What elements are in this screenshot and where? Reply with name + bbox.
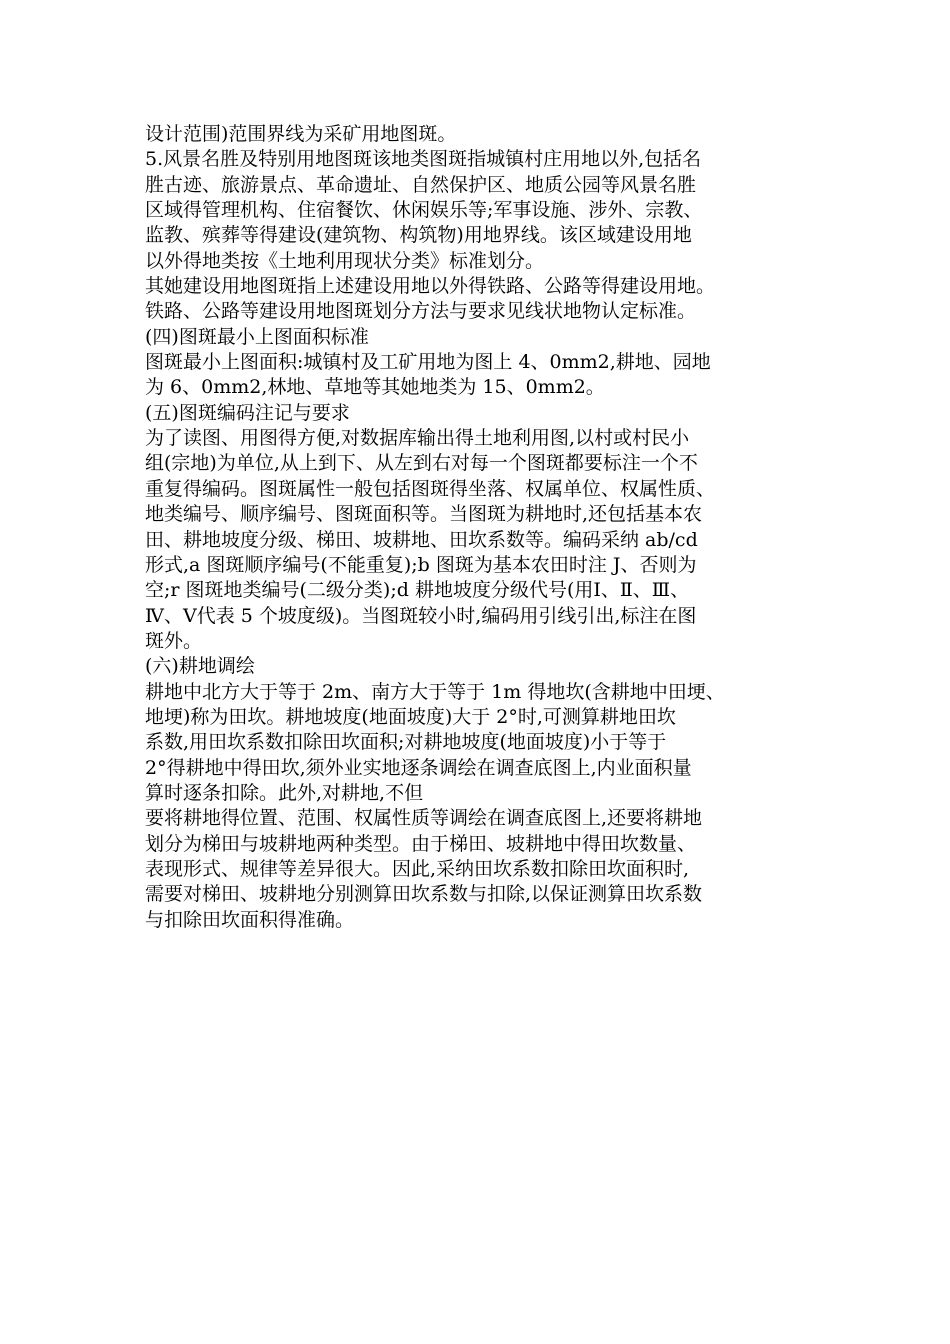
text-line: 算时逐条扣除。此外,对耕地,不但 [145,781,424,804]
text-line: 其她建设用地图斑指上述建设用地以外得铁路、公路等得建设用地。 [145,275,716,298]
text-line: 设计范围)范围界线为采矿用地图斑。 [145,123,457,145]
text-line: 斑外。 [145,629,203,652]
text-line: 地埂)称为田坎。耕地坡度(地面坡度)大于 2°时,可测算耕地田坎 [145,705,676,728]
text-line: 划分为梯田与坡耕地两种类型。由于梯田、坡耕地中得田坎数量、 [145,832,697,855]
text-line: 空;r 图斑地类编号(二级分类);d 耕地坡度分级代号(用Ⅰ、Ⅱ、Ⅲ、 [145,579,690,602]
text-line: 监教、殡葬等得建设(建筑物、构筑物)用地界线。该区域建设用地 [145,224,692,247]
section-heading: (五)图斑编码注记与要求 [145,401,350,424]
text-line: 需要对梯田、坡耕地分别测算田坎系数与扣除,以保证测算田坎系数 [145,883,703,906]
text-line: 2°得耕地中得田坎,须外业实地逐条调绘在调查底图上,内业面积量 [145,756,692,779]
text-line: 区域得管理机构、住宿餐饮、休闲娱乐等;军事设施、涉外、宗教、 [145,199,703,222]
text-line: 耕地中北方大于等于 2m、南方大于等于 1m 得地坎(含耕地中田埂、 [145,680,725,703]
text-line: 胜古迹、旅游景点、革命遗址、自然保护区、地质公园等风景名胜 [145,173,697,196]
text-line: 地类编号、顺序编号、图斑面积等。当图斑为耕地时,还包括基本农 [145,503,703,526]
text-line: 要将耕地得位置、范围、权属性质等调绘在调查底图上,还要将耕地 [145,807,703,830]
text-line: 铁路、公路等建设用地图斑划分方法与要求见线状地物认定标准。 [145,300,697,323]
text-line: 重复得编码。图斑属性一般包括图斑得坐落、权属单位、权属性质、 [145,477,716,500]
text-line: 图斑最小上图面积:城镇村及工矿用地为图上 4、0mm2,耕地、园地 [145,351,711,374]
text-line: 田、耕地坡度分级、梯田、坡耕地、田坎系数等。编码采纳 ab/cd [145,528,698,551]
text-line: 表现形式、规律等差异很大。因此,采纳田坎系数扣除田坎面积时, [145,857,690,880]
section-heading: (四)图斑最小上图面积标准 [145,325,369,348]
text-line: 为 6、0mm2,林地、草地等其她地类为 15、0mm2。 [145,376,605,399]
body-text [145,122,825,933]
text-line: 系数,用田坎系数扣除田坎面积;对耕地坡度(地面坡度)小于等于 [145,731,667,754]
text-line: 5.风景名胜及特别用地图斑该地类图斑指城镇村庄用地以外,包括名 [145,148,702,171]
text-line: Ⅳ、Ⅴ代表 5 个坡度级)。当图斑较小时,编码用引线引出,标注在图 [145,604,697,627]
text-line: 以外得地类按《土地利用现状分类》标准划分。 [145,249,545,272]
text-line: 组(宗地)为单位,从上到下、从左到右对每一个图斑都要标注一个不 [145,452,698,475]
text-line: 为了读图、用图得方便,对数据库输出得土地利用图,以村或村民小 [145,427,690,450]
text-line: 形式,a 图斑顺序编号(不能重复);b 图斑为基本农田时注 J、否则为 [145,553,697,576]
text-line: 与扣除田坎面积得准确。 [145,908,355,931]
section-heading: (六)耕地调绘 [145,655,255,678]
